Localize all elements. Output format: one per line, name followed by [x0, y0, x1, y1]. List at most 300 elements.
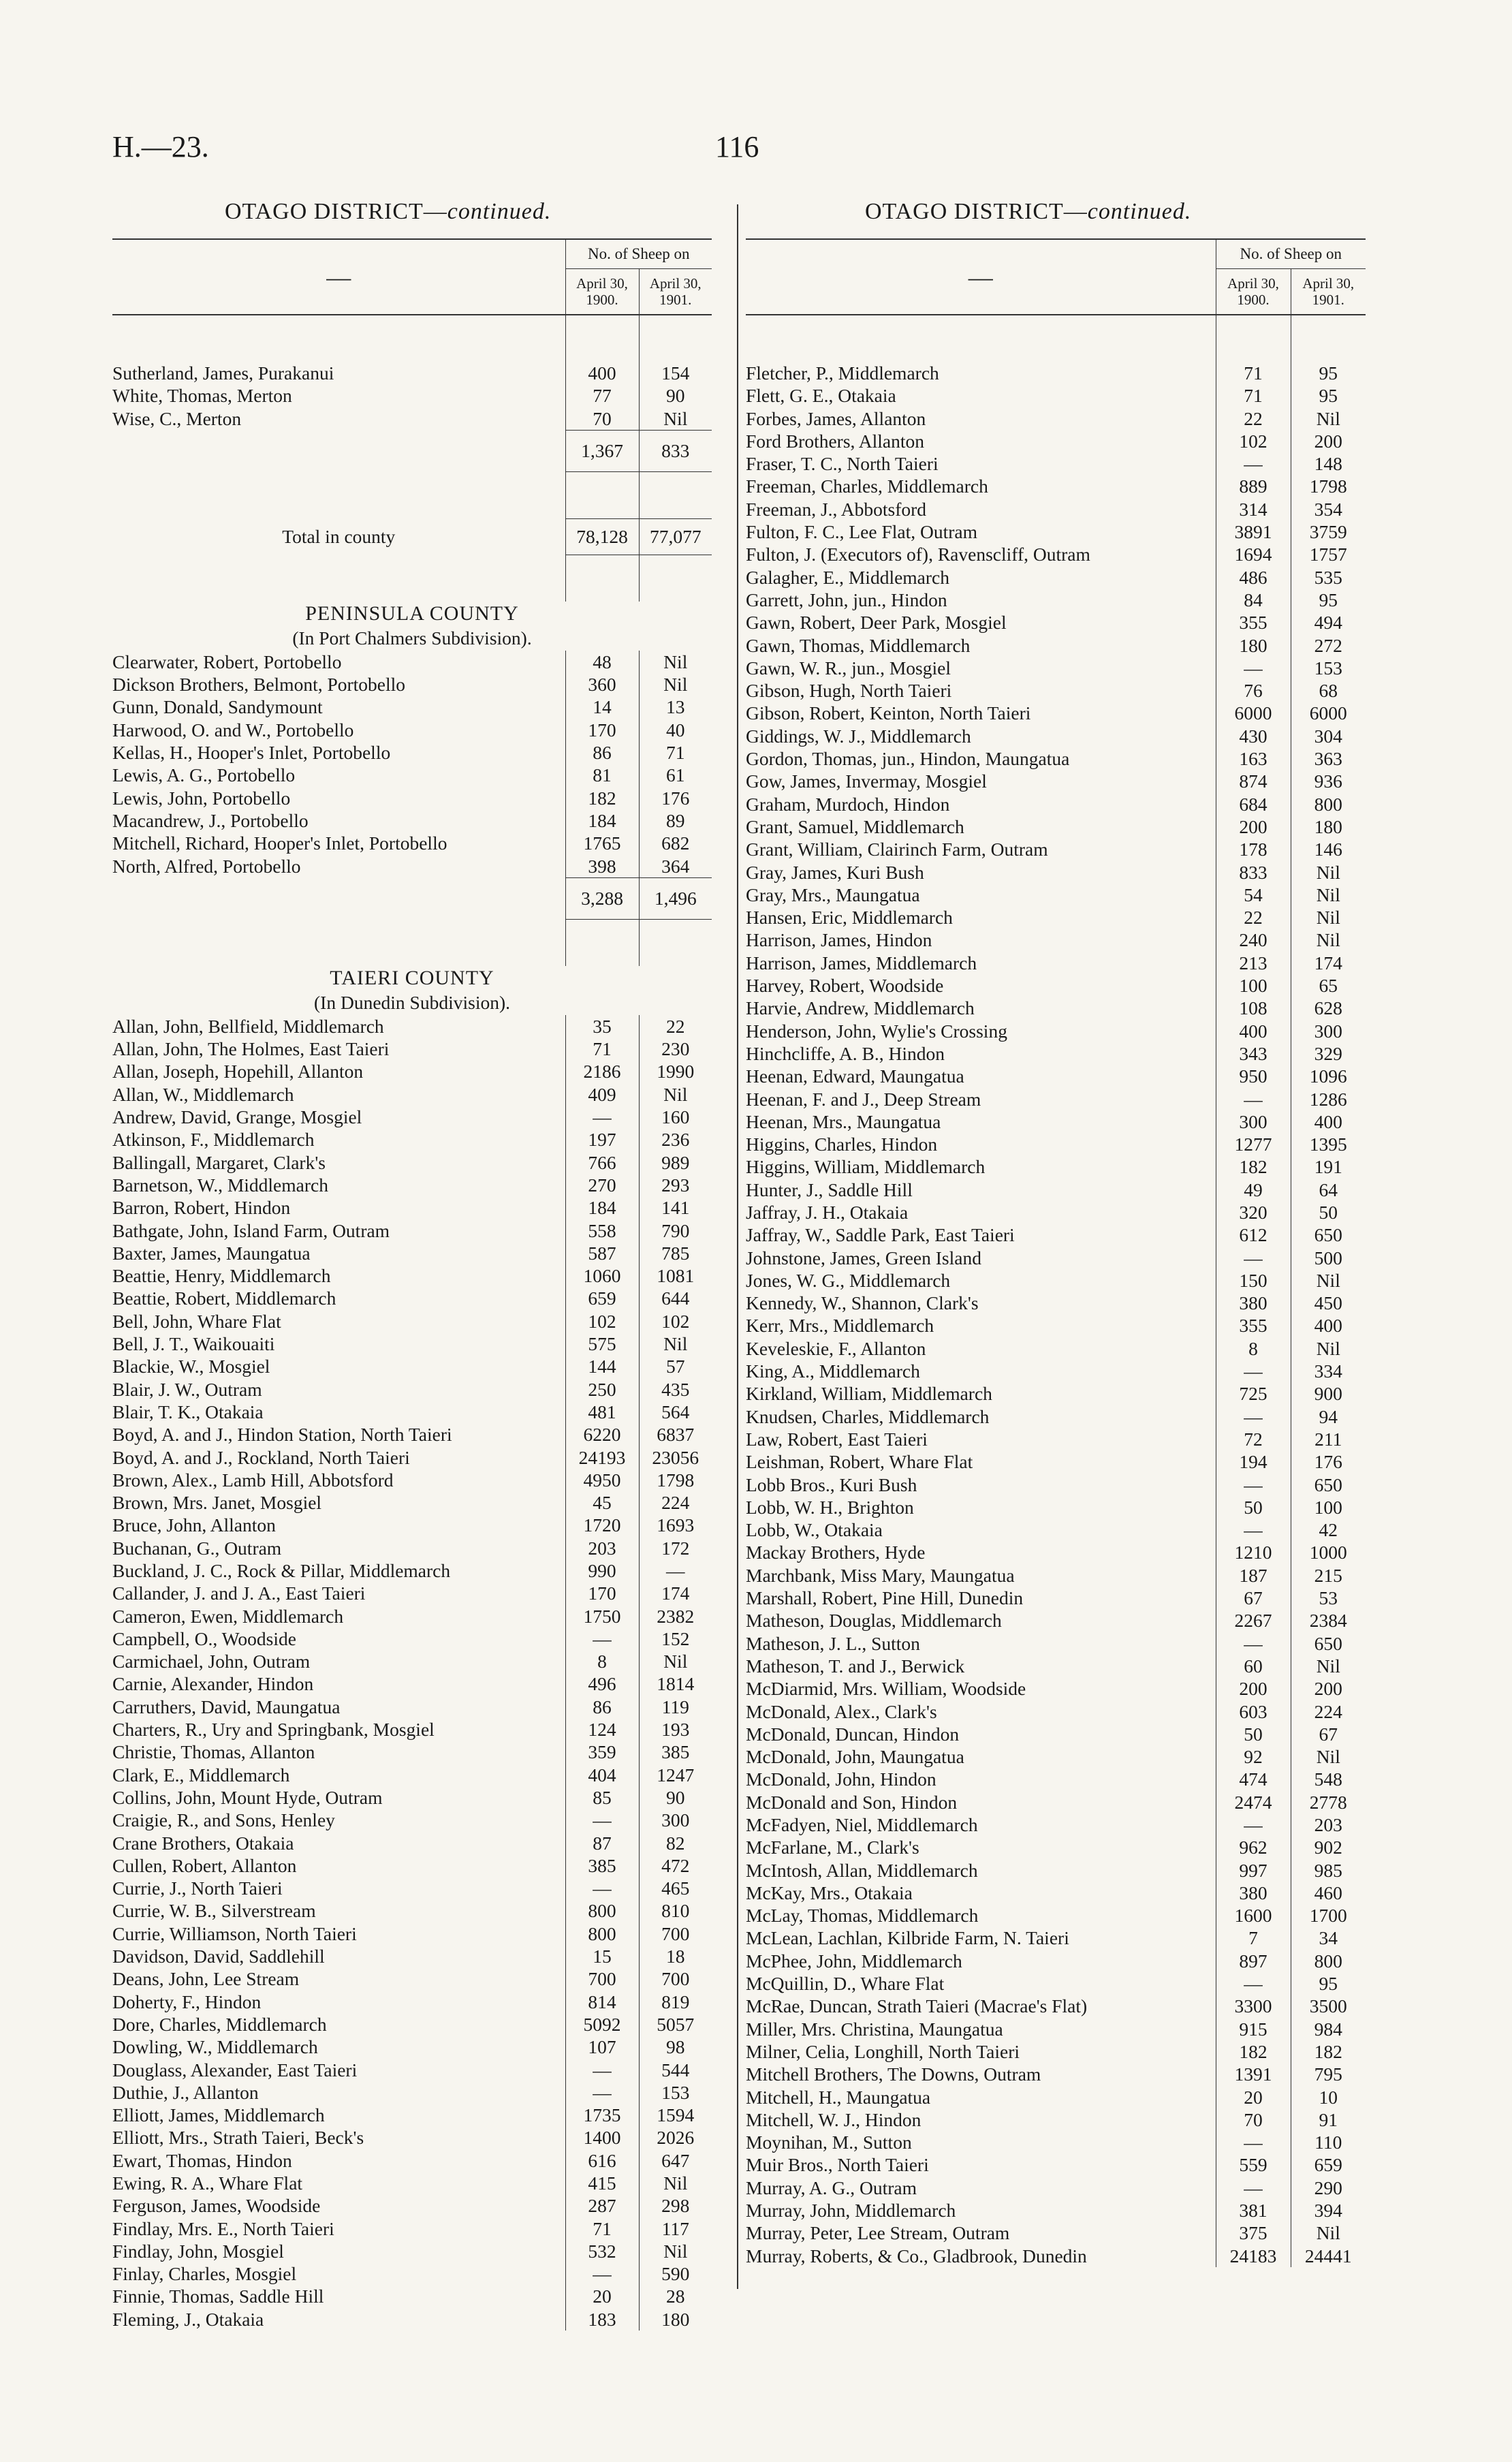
table-row — [746, 498, 1366, 520]
table-row — [746, 861, 1366, 884]
table-row — [746, 1791, 1366, 1813]
sheep-1900: 558 — [565, 1219, 639, 1242]
table-row — [112, 1786, 712, 1809]
sheep-1900: 87 — [565, 1832, 639, 1854]
sheep-1901: Nil — [639, 673, 712, 696]
sheep-1900: 54 — [1216, 884, 1291, 906]
sheep-1900: 833 — [1216, 861, 1291, 884]
owner-name: Sutherland, James, Purakanui — [112, 362, 334, 384]
owner-name: Carnie, Alexander, Hindon — [112, 1673, 314, 1695]
owner-name: Gawn, Thomas, Middlemarch — [746, 634, 971, 656]
owner-name: Lobb, W., Otakaia — [746, 1519, 883, 1541]
owner-name: Murray, A. G., Outram — [746, 2177, 917, 2198]
table-row — [746, 452, 1366, 475]
sheep-1900: 15 — [565, 1945, 639, 1967]
sheep-1900: — — [565, 1877, 639, 1899]
sheep-1900: — — [1216, 1518, 1291, 1541]
table-row — [746, 1450, 1366, 1473]
owner-name: Ford Brothers, Allanton — [746, 430, 925, 452]
sheep-1900: 1391 — [1216, 2063, 1291, 2085]
owner-name: Murray, Peter, Lee Stream, Outram — [746, 2222, 1010, 2244]
table-row — [112, 764, 712, 786]
owner-name: Hunter, J., Saddle Hill — [746, 1179, 913, 1200]
sheep-1900: — — [1216, 657, 1291, 679]
owner-name: Currie, J., North Taieri — [112, 1877, 283, 1899]
owner-name: Gray, Mrs., Maungatua — [746, 884, 920, 905]
sheep-1900: 3300 — [1216, 1995, 1291, 2017]
sheep-1901: 10 — [1291, 2086, 1366, 2108]
sheep-1901: — — [639, 1559, 712, 1582]
table-row — [746, 1110, 1366, 1133]
left-table-body — [112, 315, 712, 2331]
left-column — [112, 238, 712, 2331]
table-row — [112, 1741, 712, 1763]
sheep-1901: 329 — [1291, 1042, 1366, 1065]
table-row — [112, 1991, 712, 2013]
sheep-1900: 400 — [1216, 1020, 1291, 1042]
owner-name: Bell, John, Whare Flat — [112, 1310, 281, 1332]
table-row — [746, 1904, 1366, 1927]
sheep-1901: Nil — [1291, 1337, 1366, 1360]
table-row — [112, 1650, 712, 1672]
sheep-1901: 465 — [639, 1877, 712, 1899]
sheep-1900: — — [1216, 1474, 1291, 1496]
sheep-1901: 95 — [1291, 362, 1366, 384]
owner-name: Cameron, Ewen, Middlemarch — [112, 1605, 344, 1627]
spacer-cell — [565, 315, 639, 362]
owner-name: McLean, Lachlan, Kilbride Farm, N. Taieri — [746, 1927, 1069, 1949]
table-row — [746, 1201, 1366, 1224]
sheep-1901: Nil — [1291, 407, 1366, 430]
table-row — [112, 1627, 712, 1650]
table-row — [112, 1764, 712, 1786]
table-row — [112, 2149, 712, 2172]
sheep-1900: 76 — [1216, 679, 1291, 702]
sheep-1901: 23056 — [639, 1446, 712, 1469]
table-row — [112, 1514, 712, 1536]
owner-name: Gow, James, Invermay, Mosgiel — [746, 770, 987, 792]
sheep-1901: Nil — [1291, 906, 1366, 929]
owner-name: Baxter, James, Maungatua — [112, 1242, 311, 1264]
table-row — [112, 787, 712, 809]
sheep-1900: — — [1216, 1632, 1291, 1655]
sheep-1901: 28 — [639, 2285, 712, 2307]
subtotal-label-cell — [112, 430, 565, 471]
sheep-1900: 725 — [1216, 1382, 1291, 1405]
sheep-1900: — — [1216, 2131, 1291, 2153]
sheep-1900: 250 — [565, 1378, 639, 1401]
sheep-1901: 91 — [1291, 2108, 1366, 2131]
owner-name: McRae, Duncan, Strath Taieri (Macrae's Flat) — [746, 1995, 1088, 2017]
col-1900-header: April 30, 1900. — [1216, 269, 1291, 315]
owner-name: Marchbank, Miss Mary, Maungatua — [746, 1564, 1015, 1586]
table-row — [112, 1333, 712, 1355]
sheep-1901: 800 — [1291, 793, 1366, 815]
sheep-1900: 178 — [1216, 838, 1291, 860]
owner-name: Miller, Mrs. Christina, Maungatua — [746, 2018, 1003, 2040]
owner-name: Gawn, Robert, Deer Park, Mosgiel — [746, 612, 1007, 634]
owner-name: Matheson, Douglas, Middlemarch — [746, 1610, 1002, 1632]
table-row — [746, 430, 1366, 452]
sheep-1901: 6000 — [1291, 702, 1366, 724]
sheep-1901: 628 — [1291, 997, 1366, 1019]
sheep-1901: 936 — [1291, 770, 1366, 792]
section-title — [112, 966, 712, 991]
owner-name: Brown, Mrs. Janet, Mosgiel — [112, 1492, 322, 1514]
sheep-1901: 700 — [639, 1967, 712, 1990]
table-row — [112, 2262, 712, 2285]
owner-name: Lewis, A. G., Portobello — [112, 764, 296, 786]
sheep-1900: 7 — [1216, 1927, 1291, 1949]
sheep-1901: 363 — [1291, 747, 1366, 770]
sheep-1901: 146 — [1291, 838, 1366, 860]
sheep-1901: 460 — [1291, 1882, 1366, 1904]
sheep-1900: 8 — [1216, 1337, 1291, 1360]
table-row — [112, 384, 712, 407]
table-row — [746, 2153, 1366, 2176]
owner-name: Crane Brothers, Otakaia — [112, 1832, 294, 1854]
owner-name: Jaffray, W., Saddle Park, East Taieri — [746, 1224, 1015, 1246]
owner-name: Boyd, A. and J., Rockland, North Taieri — [112, 1446, 410, 1468]
table-row — [746, 1609, 1366, 1632]
table-row — [746, 634, 1366, 657]
table-row — [746, 520, 1366, 543]
owner-name: Fulton, F. C., Lee Flat, Outram — [746, 521, 978, 543]
owner-name: Leishman, Robert, Whare Flat — [746, 1451, 973, 1473]
table-row — [112, 1151, 712, 1174]
sheep-1901: 90 — [639, 384, 712, 407]
table-row — [112, 651, 712, 673]
district-continued: continued. — [1087, 199, 1192, 224]
table-row — [746, 589, 1366, 611]
sheep-1900: 60 — [1216, 1655, 1291, 1677]
owner-name: Wise, C., Merton — [112, 407, 242, 429]
table-row — [112, 809, 712, 832]
owner-name: Beattie, Robert, Middlemarch — [112, 1288, 336, 1309]
spacer-cell — [1291, 315, 1366, 362]
sheep-1900: 3891 — [1216, 520, 1291, 543]
sheep-1900: 35 — [565, 1015, 639, 1038]
sheep-1900: 1694 — [1216, 543, 1291, 565]
table-row — [746, 1518, 1366, 1541]
sheep-1900: 287 — [565, 2194, 639, 2217]
sheep-1901: 650 — [1291, 1224, 1366, 1246]
table-row — [112, 2217, 712, 2240]
sheep-1901: 795 — [1291, 2063, 1366, 2085]
owner-name: Flett, G. E., Otakaia — [746, 385, 896, 407]
sheep-1901: 18 — [639, 1945, 712, 1967]
sheep-1901: 304 — [1291, 725, 1366, 747]
sheep-1900: 314 — [1216, 498, 1291, 520]
sheep-1901: Nil — [639, 1333, 712, 1355]
sheep-1901: 364 — [639, 855, 712, 878]
sheep-1900: 67 — [1216, 1587, 1291, 1609]
sheep-1901: 290 — [1291, 2177, 1366, 2199]
owner-name: Finlay, Charles, Mosgiel — [112, 2263, 297, 2285]
sheep-1901: 71 — [639, 741, 712, 764]
sheep-1900: 6000 — [1216, 702, 1291, 724]
sheep-1900: — — [565, 2262, 639, 2285]
sheep-1900: 380 — [1216, 1292, 1291, 1314]
sheep-1900: — — [565, 1106, 639, 1128]
owner-name: Knudsen, Charles, Middlemarch — [746, 1405, 990, 1427]
sheep-1900: 889 — [1216, 475, 1291, 497]
sheep-1901: 110 — [1291, 2131, 1366, 2153]
table-row — [112, 2194, 712, 2217]
owner-name: Douglass, Alexander, East Taieri — [112, 2059, 358, 2081]
owner-name: Ballingall, Margaret, Clark's — [112, 1151, 326, 1173]
owner-name: Garrett, John, jun., Hindon — [746, 589, 947, 610]
spacer-cell — [639, 555, 712, 602]
sheep-1901: 152 — [639, 1627, 712, 1650]
sheep-1901: 1395 — [1291, 1133, 1366, 1155]
table-row — [746, 1836, 1366, 1858]
sheep-1900: 81 — [565, 764, 639, 786]
sheep-1901: 400 — [1291, 1314, 1366, 1337]
sheep-1900: 84 — [1216, 589, 1291, 611]
sheep-1901: 385 — [639, 1741, 712, 1763]
sheep-1900: 102 — [1216, 430, 1291, 452]
owner-name: Hinchcliffe, A. B., Hindon — [746, 1042, 945, 1064]
table-row — [112, 362, 712, 384]
sheep-1900: — — [1216, 452, 1291, 475]
sheep-1900: 415 — [565, 2172, 639, 2194]
table-row — [746, 884, 1366, 906]
col-1900-header: April 30, 1900. — [565, 269, 639, 315]
table-row — [746, 1179, 1366, 1201]
table-row — [112, 1446, 712, 1469]
sheep-1900: 102 — [565, 1310, 639, 1333]
table-row — [746, 1065, 1366, 1087]
table-row — [746, 1474, 1366, 1496]
sheep-1901: 544 — [639, 2059, 712, 2081]
sheep-1901: 148 — [1291, 452, 1366, 475]
sheep-1901: Nil — [1291, 929, 1366, 951]
sheep-1901: Nil — [1291, 1655, 1366, 1677]
sheep-1900: 49 — [1216, 1179, 1291, 1201]
sheep-1900: 5092 — [565, 2013, 639, 2036]
sheep-1900: 481 — [565, 1401, 639, 1423]
owner-name: Ewart, Thomas, Hindon — [112, 2149, 292, 2171]
sheep-1900: 183 — [565, 2308, 639, 2331]
owner-name: Henderson, John, Wylie's Crossing — [746, 1020, 1007, 1042]
sheep-1901: 89 — [639, 809, 712, 832]
owner-name: Clark, E., Middlemarch — [112, 1764, 290, 1786]
table-row — [746, 1995, 1366, 2017]
owner-name: Fletcher, P., Middlemarch — [746, 362, 939, 384]
sheep-1901: 1247 — [639, 1764, 712, 1786]
sheep-1900: 430 — [1216, 725, 1291, 747]
owner-name: Freeman, J., Abbotsford — [746, 498, 927, 520]
sheep-1901: 1000 — [1291, 1541, 1366, 1563]
spacer-cell — [112, 919, 565, 966]
spacer-row — [112, 919, 712, 966]
sheep-1900: 990 — [565, 1559, 639, 1582]
sheep-1901: 200 — [1291, 1677, 1366, 1700]
table-row — [746, 2108, 1366, 2131]
sheep-1901: 176 — [639, 787, 712, 809]
sheep-1900: 163 — [1216, 747, 1291, 770]
table-row — [746, 1314, 1366, 1337]
sheep-1901: 40 — [639, 719, 712, 741]
sheep-1901: 230 — [639, 1038, 712, 1060]
sheep-on-header: No. of Sheep on — [1216, 239, 1366, 269]
table-row — [746, 838, 1366, 860]
table-row — [112, 1718, 712, 1741]
sheep-1900: 962 — [1216, 1836, 1291, 1858]
owner-name: Lobb Bros., Kuri Bush — [746, 1474, 917, 1495]
sheep-1901: 153 — [639, 2081, 712, 2104]
sheep-1900: 486 — [1216, 566, 1291, 589]
sheep-1901: 1814 — [639, 1672, 712, 1695]
spacer-cell — [112, 471, 565, 518]
sheep-1901: 1700 — [1291, 1904, 1366, 1927]
table-row — [112, 1809, 712, 1831]
owner-name: Jaffray, J. H., Otakaia — [746, 1201, 909, 1223]
sheep-1900: 24193 — [565, 1446, 639, 1469]
table-row — [112, 2104, 712, 2126]
table-row — [746, 362, 1366, 384]
sheep-1901: 650 — [1291, 1474, 1366, 1496]
table-row — [746, 2177, 1366, 2199]
table-row — [112, 2240, 712, 2262]
owner-name: Beattie, Henry, Middlemarch — [112, 1265, 331, 1287]
sheep-1901: 810 — [639, 1899, 712, 1922]
sheep-1900: 197 — [565, 1128, 639, 1151]
sheep-1900: 950 — [1216, 1065, 1291, 1087]
owner-name: Giddings, W. J., Middlemarch — [746, 725, 971, 747]
table-row — [746, 1382, 1366, 1405]
sheep-1901: 34 — [1291, 1927, 1366, 1949]
sheep-1900: 1600 — [1216, 1904, 1291, 1927]
sheep-1900: 70 — [565, 407, 639, 431]
sheep-1901: 819 — [639, 1991, 712, 2013]
table-row — [112, 1083, 712, 1106]
sheep-1901: 224 — [1291, 1700, 1366, 1723]
total-label: Total in county — [282, 525, 396, 547]
owner-name: Murray, Roberts, & Co., Gladbrook, Dunedin — [746, 2245, 1087, 2266]
subtotal-1901: 1,496 — [639, 877, 712, 919]
sheep-1901: 3500 — [1291, 1995, 1366, 2017]
owner-name: Kerr, Mrs., Middlemarch — [746, 1315, 934, 1337]
sheep-1901: 94 — [1291, 1405, 1366, 1428]
owner-name: Callander, J. and J. A., East Taieri — [112, 1583, 366, 1604]
sheep-1901: 900 — [1291, 1382, 1366, 1405]
owner-name: McFadyen, Niel, Middlemarch — [746, 1814, 978, 1835]
sheep-1900: 144 — [565, 1355, 639, 1377]
owner-name: Higgins, Charles, Hindon — [746, 1134, 938, 1155]
sheep-1900: 532 — [565, 2240, 639, 2262]
owner-name: Ewing, R. A., Whare Flat — [112, 2172, 303, 2194]
owner-name: Gawn, W. R., jun., Mosgiel — [746, 657, 951, 679]
district-name: OTAGO DISTRICT— — [865, 199, 1088, 224]
owner-name: Buckland, J. C., Rock & Pillar, Middlemarch — [112, 1559, 451, 1581]
sheep-1901: 1594 — [639, 2104, 712, 2126]
sheep-1901: 644 — [639, 1287, 712, 1309]
sheep-1900: 71 — [1216, 384, 1291, 407]
owner-name: Boyd, A. and J., Hindon Station, North Taieri — [112, 1424, 452, 1446]
sheep-1901: 1798 — [639, 1469, 712, 1491]
owner-name: Dore, Charles, Middlemarch — [112, 2013, 327, 2035]
owner-name: Clearwater, Robert, Portobello — [112, 651, 342, 672]
sheep-1900: 108 — [1216, 997, 1291, 1019]
table-row — [112, 1696, 712, 1718]
sheep-1901: 1286 — [1291, 1088, 1366, 1110]
sheep-1901: 300 — [1291, 1020, 1366, 1042]
sheep-1900: 1735 — [565, 2104, 639, 2126]
table-row — [112, 1967, 712, 1990]
table-row — [746, 1927, 1366, 1949]
owner-name: Galagher, E., Middlemarch — [746, 566, 949, 588]
sheep-1900: 1060 — [565, 1264, 639, 1287]
table-row — [746, 770, 1366, 792]
sheep-1901: 82 — [639, 1832, 712, 1854]
table-row — [112, 673, 712, 696]
spacer-cell — [565, 919, 639, 966]
owner-name: Macandrew, J., Portobello — [112, 809, 309, 831]
owner-name: Mitchell, Richard, Hooper's Inlet, Portobello — [112, 832, 447, 854]
table-row — [746, 611, 1366, 634]
owner-name: McFarlane, M., Clark's — [746, 1837, 919, 1858]
sheep-1900: 359 — [565, 1741, 639, 1763]
owner-name: Cullen, Robert, Allanton — [112, 1854, 297, 1876]
right-column — [746, 238, 1366, 2267]
sheep-1900: 1750 — [565, 1605, 639, 1627]
table-row — [746, 793, 1366, 815]
owner-name: White, Thomas, Merton — [112, 385, 292, 407]
table-row — [112, 2308, 712, 2331]
table-row — [746, 1133, 1366, 1155]
sheep-1901: 5057 — [639, 2013, 712, 2036]
owner-name: Law, Robert, East Taieri — [746, 1428, 928, 1450]
table-row — [112, 1060, 712, 1082]
sheep-1900: 86 — [565, 741, 639, 764]
sheep-1900: — — [1216, 1813, 1291, 1836]
sheep-1900: 659 — [565, 1287, 639, 1309]
sheep-1900: 814 — [565, 1991, 639, 2013]
sheep-1901: 590 — [639, 2262, 712, 2285]
table-row — [746, 1882, 1366, 1904]
right-table-body — [746, 315, 1366, 2267]
table-row — [746, 2018, 1366, 2040]
sheep-1901: 153 — [1291, 657, 1366, 679]
sheep-1901: 3759 — [1291, 520, 1366, 543]
sheep-1901: 1081 — [639, 1264, 712, 1287]
sheep-1900: 874 — [1216, 770, 1291, 792]
table-row — [746, 2040, 1366, 2063]
sheep-1901: 174 — [639, 1582, 712, 1604]
owner-name: Heenan, F. and J., Deep Stream — [746, 1088, 981, 1110]
table-row — [112, 1854, 712, 1877]
table-row — [746, 1020, 1366, 1042]
sheep-1901: 90 — [639, 1786, 712, 1809]
owner-name: Doherty, F., Hindon — [112, 1991, 262, 2012]
sheep-1900: 1765 — [565, 832, 639, 854]
sheep-1901: 211 — [1291, 1428, 1366, 1450]
sheep-1900: 766 — [565, 1151, 639, 1174]
table-row — [746, 702, 1366, 724]
sheep-1901: 64 — [1291, 1179, 1366, 1201]
owner-name: McDonald, John, Maungatua — [746, 1746, 964, 1768]
table-row — [112, 2081, 712, 2104]
table-row — [746, 1655, 1366, 1677]
sheep-1901: 119 — [639, 1696, 712, 1718]
owner-name: Allan, John, Bellfield, Middlemarch — [112, 1015, 384, 1037]
table-row — [112, 1877, 712, 1899]
owner-name: Deans, John, Lee Stream — [112, 1968, 300, 1990]
sheep-1900: 14 — [565, 696, 639, 718]
table-row — [746, 2222, 1366, 2244]
